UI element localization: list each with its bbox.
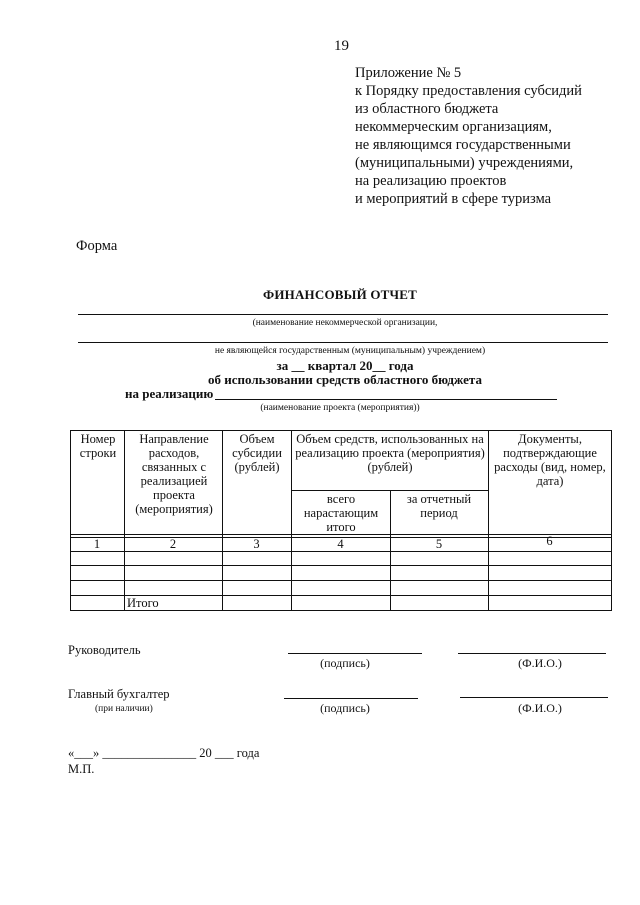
project-caption: (наименование проекта (мероприятия)) [260,403,420,413]
period-line: за __ квартал 20__ года [276,358,414,373]
total-row-label: Итого [127,596,159,610]
header-direction: Направление расходов, связанных с реализацией проекта (мероприятия) [135,432,213,516]
accountant-name-line [460,697,608,698]
org-name-line-2 [78,342,608,343]
accountant-note: (при наличии) [95,704,153,714]
header-total-cumulative: всего нарастающим итого [303,492,379,534]
appendix-header [355,64,582,208]
org-caption-2: не являющейся государственным (муниципальным) учреждением) [214,346,486,356]
head-signature-line [288,653,422,654]
header-row-number: Номер строки [79,432,117,460]
head-signature-caption: (подпись) [320,656,370,670]
report-title: ФИНАНСОВЫЙ ОТЧЕТ [262,287,418,302]
column-number: 2 [169,537,177,551]
header-reporting-period: за отчетный период [406,492,472,520]
accountant-name-caption: (Ф.И.О.) [518,701,562,715]
appendix-line: и мероприятий в сфере туризма [355,191,552,207]
org-caption: (наименование некоммерческой организации, [252,318,438,328]
financial-report-table [70,430,612,611]
accountant-label: Главный бухгалтер [68,687,170,701]
date-line: «___» _______________ 20 ___ года [68,746,260,760]
head-name-line [458,653,606,654]
column-number: 1 [93,537,101,551]
head-label: Руководитель [68,643,141,657]
project-name-line [215,399,557,400]
header-documents: Документы, подтверждающие расходы (вид, номер, дата) [494,432,606,488]
appendix-line: к Порядку предоставления субсидий [355,83,582,99]
appendix-line: не являющимся государственными [355,137,571,153]
header-funds-used: Объем средств, использованных на реализацию проекта (мероприятия) (рублей) [295,432,485,474]
head-name-caption: (Ф.И.О.) [518,656,562,670]
header-subsidy: Объем субсидии (рублей) [232,432,282,474]
page-number: 19 [334,38,349,54]
appendix-line: некоммерческим организациям, [355,119,552,135]
column-number: 3 [253,537,260,551]
usage-line: об использовании средств областного бюджета [208,372,482,387]
column-number: 6 [546,534,553,548]
appendix-line: (муниципальными) учреждениями, [355,155,574,171]
column-number: 4 [337,537,344,551]
stamp-label: М.П. [68,762,95,776]
org-name-line [78,314,608,315]
implementation-label: на реализацию [125,386,214,401]
accountant-signature-line [284,698,418,699]
appendix-line: из областного бюджета [355,101,499,117]
column-number: 5 [435,537,443,551]
accountant-signature-caption: (подпись) [320,701,370,715]
form-label: Форма [76,238,118,254]
appendix-line: Приложение № 5 [355,65,462,81]
appendix-line: на реализацию проектов [355,173,507,189]
